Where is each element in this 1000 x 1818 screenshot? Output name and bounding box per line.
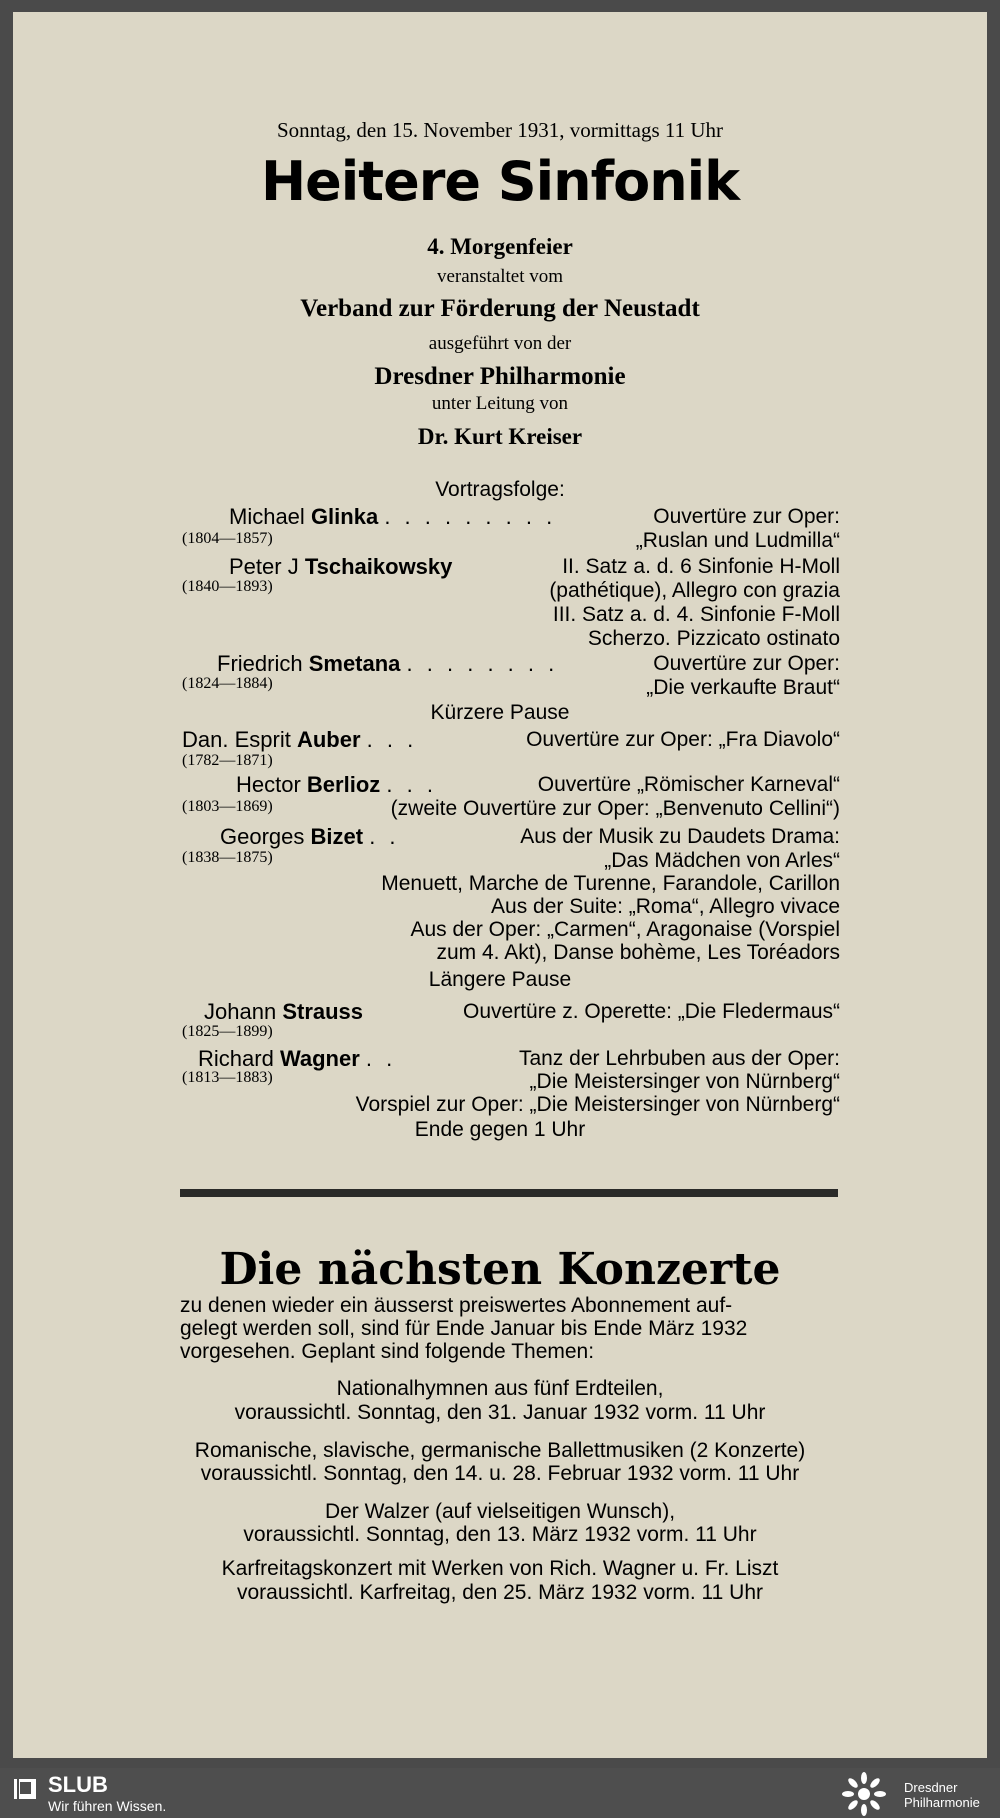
conducted-by-label: unter Leitung von — [431, 393, 569, 414]
composer: Hector Berlioz . . . — [236, 772, 437, 797]
brand-name: SLUB — [48, 1772, 108, 1797]
composer: Dan. Esprit Auber . . . — [182, 727, 418, 752]
orchestra-name: Dresdner Philharmonie — [374, 363, 626, 390]
work-line: „Die Meistersinger von Nürnberg“ — [529, 1070, 840, 1093]
composer: Friedrich Smetana . . . . . . . . — [217, 651, 559, 676]
work-line: Aus der Musik zu Daudets Drama: — [520, 825, 840, 848]
concert-title: Nationalhymnen aus fünf Erdteilen, — [336, 1377, 664, 1400]
concert-date: voraussichtl. Sonntag, den 31. Januar 1932 vorm. 11 Uhr — [234, 1401, 766, 1424]
work-line: Aus der Oper: „Carmen“, Aragonaise (Vorspiel — [410, 918, 840, 941]
concert-date: voraussichtl. Sonntag, den 14. u. 28. Februar 1932 vorm. 11 Uhr — [200, 1462, 800, 1485]
work-line: Tanz der Lehrbuben aus der Oper: — [518, 1047, 840, 1070]
partner-name-line1: Dresdner — [904, 1780, 958, 1795]
partner-name-line2: Philharmonie — [904, 1795, 980, 1810]
concert-date: voraussichtl. Sonntag, den 13. März 1932 vorm. 11 Uhr — [243, 1523, 757, 1546]
work-line: Ouvertüre zur Oper: — [653, 652, 840, 675]
composer-years: (1825—1899) — [182, 1023, 273, 1040]
composer-years: (1813—1883) — [182, 1069, 273, 1086]
program-heading: Vortragsfolge: — [435, 478, 565, 501]
work-line: Menuett, Marche de Turenne, Farandole, Carillon — [381, 872, 840, 895]
work-line: Ouvertüre zur Oper: — [653, 505, 840, 528]
partner-logo[interactable] — [842, 1772, 997, 1816]
composer: Georges Bizet . . — [220, 824, 400, 849]
pause-short: Kürzere Pause — [430, 701, 570, 724]
brand-tagline: Wir führen Wissen. — [48, 1798, 167, 1814]
organizer-name: Verband zur Förderung der Neustadt — [300, 295, 700, 322]
work-line: „Das Mädchen von Arles“ — [604, 849, 840, 872]
performed-by-label: ausgeführt von der — [428, 333, 572, 354]
philharmonie-emblem-icon — [842, 1772, 886, 1816]
composer: Richard Wagner . . — [198, 1046, 397, 1071]
work-line: „Ruslan und Ludmilla“ — [635, 529, 840, 552]
next-intro-line: gelegt werden soll, sind für Ende Januar bis Ende März 1932 — [180, 1317, 748, 1340]
work-line: (zweite Ouvertüre zur Oper: „Benvenuto Cellini“) — [390, 797, 840, 820]
concert-title: Romanische, slavische, germanische Ballettmusiken (2 Konzerte) — [194, 1439, 806, 1462]
footer-bar — [0, 1768, 1000, 1818]
next-intro-line: vorgesehen. Geplant sind folgende Themen: — [180, 1340, 595, 1363]
conductor-name: Dr. Kurt Kreiser — [417, 424, 583, 449]
concert-title: Der Walzer (auf vielseitigen Wunsch), — [324, 1500, 676, 1523]
work-line: zum 4. Akt), Danse bohème, Les Toréadors — [436, 941, 840, 964]
work-line: Ouvertüre „Römischer Karneval“ — [537, 773, 840, 796]
work-line: III. Satz a. d. 4. Sinfonie F-Moll — [552, 603, 840, 626]
composer-years: (1824—1884) — [182, 675, 273, 692]
composer: Michael Glinka . . . . . . . . . — [229, 504, 557, 529]
work-line: Ouvertüre z. Operette: „Die Fledermaus“ — [463, 1000, 840, 1023]
date-line: Sonntag, den 15. November 1931, vormittags 11 Uhr — [277, 118, 723, 142]
end-time: Ende gegen 1 Uhr — [414, 1118, 586, 1141]
composer-years: (1804—1857) — [182, 530, 273, 547]
next-intro-line: zu denen wieder ein äusserst preiswertes Abonnement auf- — [180, 1294, 733, 1317]
composer-years: (1840—1893) — [182, 578, 273, 595]
work-line: Ouvertüre zur Oper: „Fra Diavolo“ — [526, 728, 840, 751]
page-title: Heitere Sinfonik — [260, 150, 740, 213]
work-line: II. Satz a. d. 6 Sinfonie H-Moll — [562, 555, 840, 578]
concert-date: voraussichtl. Karfreitag, den 25. März 1932 vorm. 11 Uhr — [236, 1581, 763, 1604]
organized-by-label: veranstaltet vom — [436, 266, 564, 287]
work-line: Vorspiel zur Oper: „Die Meistersinger von Nürnberg“ — [355, 1093, 840, 1116]
composer: Johann Strauss — [204, 999, 364, 1024]
concert-title: Karfreitagskonzert mit Werken von Rich. Wagner u. Fr. Liszt — [221, 1557, 779, 1580]
composer-years: (1803—1869) — [182, 798, 273, 815]
work-line: Aus der Suite: „Roma“, Allegro vivace — [491, 895, 840, 918]
next-concerts-heading: Die nächsten Konzerte — [219, 1244, 781, 1295]
work-line: Scherzo. Pizzicato ostinato — [587, 627, 840, 650]
composer-years: (1838—1875) — [182, 849, 273, 866]
event-subtitle: 4. Morgenfeier — [427, 234, 573, 259]
work-line: (pathétique), Allegro con grazia — [549, 579, 840, 602]
divider-rule — [180, 1189, 838, 1197]
slub-logo[interactable] — [12, 1774, 212, 1814]
composer-years: (1782—1871) — [182, 752, 273, 769]
book-icon — [12, 1776, 38, 1802]
work-line: „Die verkaufte Braut“ — [646, 676, 840, 699]
composer: Peter J Tschaikowsky — [229, 554, 453, 579]
pause-long: Längere Pause — [428, 968, 572, 991]
